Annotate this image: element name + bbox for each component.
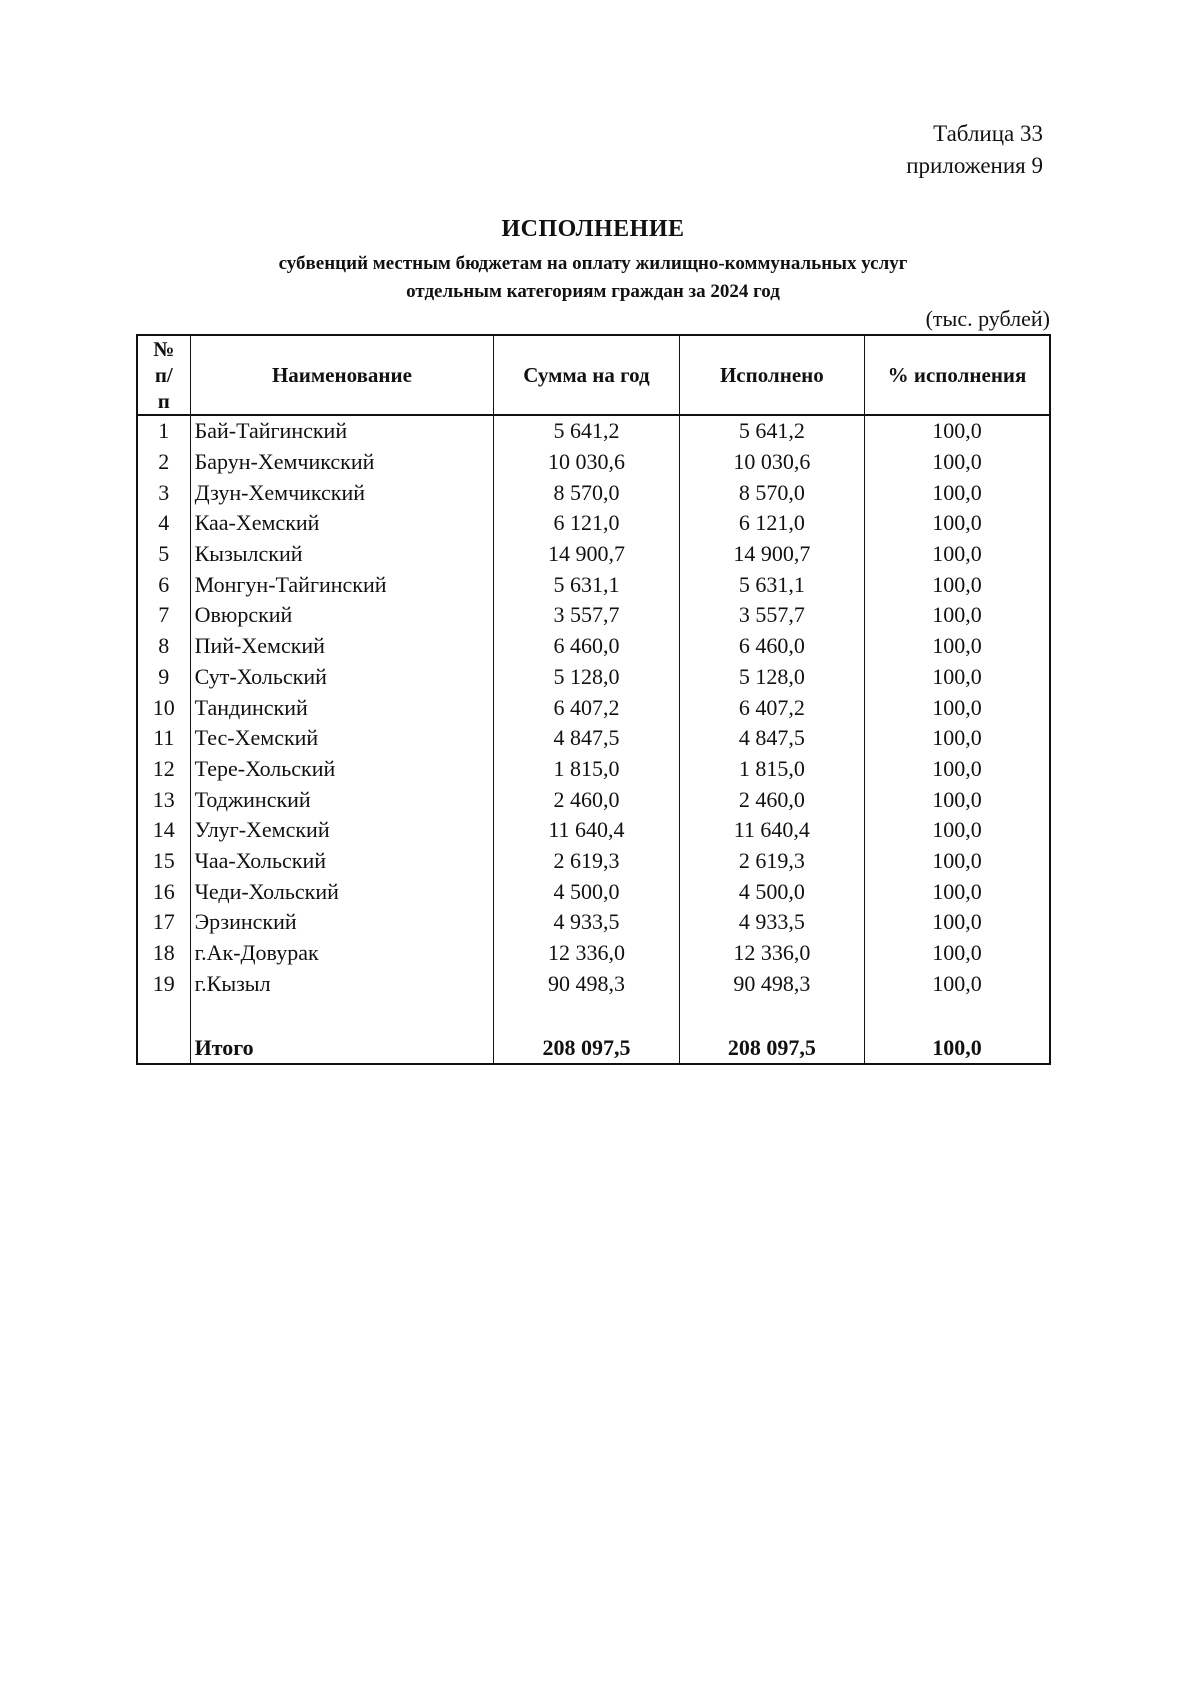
- cell-plan: 2 619,3: [494, 846, 679, 877]
- cell-name: Сут-Хольский: [190, 662, 494, 693]
- cell-pct: 100,0: [865, 968, 1050, 999]
- table-header-row: [137, 335, 1050, 415]
- cell-done: 4 847,5: [679, 723, 864, 754]
- subtitle-line-2: отдельным категориям граждан за 2024 год: [406, 281, 780, 302]
- table-row: [137, 876, 1050, 907]
- cell-pct: 100,0: [865, 415, 1050, 447]
- table-row: [137, 815, 1050, 846]
- subtitle-line-1: субвенций местным бюджетам на оплату жилищно-коммунальных услуг: [278, 253, 908, 274]
- cell-num: 9: [137, 662, 190, 693]
- cell-done: 10 030,6: [679, 447, 864, 478]
- cell-plan: 14 900,7: [494, 539, 679, 570]
- cell-name: Каа-Хемский: [190, 508, 494, 539]
- spacer-cell: [865, 999, 1050, 1033]
- header-pct: % исполнения: [865, 335, 1050, 415]
- total-row: [137, 1033, 1050, 1064]
- cell-num: 16: [137, 876, 190, 907]
- table-row: [137, 907, 1050, 938]
- cell-name: Тес-Хемский: [190, 723, 494, 754]
- table-body: [137, 415, 1050, 1064]
- cell-pct: 100,0: [865, 508, 1050, 539]
- cell-pct: 100,0: [865, 723, 1050, 754]
- cell-num: 13: [137, 784, 190, 815]
- cell-done: 2 460,0: [679, 784, 864, 815]
- cell-name: Овюрский: [190, 600, 494, 631]
- cell-num: 17: [137, 907, 190, 938]
- cell-pct: 100,0: [865, 907, 1050, 938]
- cell-plan: 3 557,7: [494, 600, 679, 631]
- spacer-cell: [137, 999, 190, 1033]
- cell-name: Бай-Тайгинский: [190, 415, 494, 447]
- cell-plan: 2 460,0: [494, 784, 679, 815]
- spacer-cell: [190, 999, 494, 1033]
- table-row: [137, 754, 1050, 785]
- cell-num: 6: [137, 569, 190, 600]
- cell-pct: 100,0: [865, 784, 1050, 815]
- cell-num: 12: [137, 754, 190, 785]
- table-row: [137, 846, 1050, 877]
- cell-num: 18: [137, 938, 190, 969]
- cell-pct: 100,0: [865, 754, 1050, 785]
- table-number: Таблица 33: [933, 121, 1043, 146]
- cell-done: 5 641,2: [679, 415, 864, 447]
- cell-done: 14 900,7: [679, 539, 864, 570]
- cell-name: Тандинский: [190, 692, 494, 723]
- cell-plan: 6 460,0: [494, 631, 679, 662]
- cell-num: 3: [137, 477, 190, 508]
- table-row: [137, 600, 1050, 631]
- cell-pct: 100,0: [865, 815, 1050, 846]
- cell-num: 5: [137, 539, 190, 570]
- document-title: ИСПОЛНЕНИЕ: [501, 216, 685, 242]
- spacer-row: [137, 999, 1050, 1033]
- cell-plan: 6 407,2: [494, 692, 679, 723]
- cell-plan: 5 128,0: [494, 662, 679, 693]
- cell-num: 8: [137, 631, 190, 662]
- table-reference: [906, 118, 1043, 182]
- total-pct: 100,0: [865, 1033, 1050, 1064]
- cell-plan: 11 640,4: [494, 815, 679, 846]
- table-row: [137, 508, 1050, 539]
- cell-plan: 4 933,5: [494, 907, 679, 938]
- cell-done: 6 460,0: [679, 631, 864, 662]
- cell-num: 7: [137, 600, 190, 631]
- cell-done: 6 407,2: [679, 692, 864, 723]
- execution-table: [136, 334, 1051, 1065]
- spacer-cell: [494, 999, 679, 1033]
- cell-pct: 100,0: [865, 569, 1050, 600]
- cell-name: Чаа-Хольский: [190, 846, 494, 877]
- header-num: [137, 335, 190, 415]
- cell-pct: 100,0: [865, 846, 1050, 877]
- cell-num: 15: [137, 846, 190, 877]
- cell-done: 11 640,4: [679, 815, 864, 846]
- cell-done: 6 121,0: [679, 508, 864, 539]
- cell-pct: 100,0: [865, 477, 1050, 508]
- cell-plan: 4 500,0: [494, 876, 679, 907]
- cell-done: 3 557,7: [679, 600, 864, 631]
- cell-pct: 100,0: [865, 938, 1050, 969]
- cell-name: Кызылский: [190, 539, 494, 570]
- total-plan: 208 097,5: [494, 1033, 679, 1064]
- table-row: [137, 723, 1050, 754]
- table-row: [137, 539, 1050, 570]
- cell-plan: 1 815,0: [494, 754, 679, 785]
- cell-name: г.Ак-Довурак: [190, 938, 494, 969]
- table-row: [137, 477, 1050, 508]
- header-name: Наименование: [190, 335, 494, 415]
- cell-name: Пий-Хемский: [190, 631, 494, 662]
- cell-plan: 5 631,1: [494, 569, 679, 600]
- cell-name: Чеди-Хольский: [190, 876, 494, 907]
- cell-done: 1 815,0: [679, 754, 864, 785]
- cell-name: Эрзинский: [190, 907, 494, 938]
- cell-pct: 100,0: [865, 447, 1050, 478]
- cell-plan: 8 570,0: [494, 477, 679, 508]
- cell-done: 2 619,3: [679, 846, 864, 877]
- table-row: [137, 447, 1050, 478]
- table-row: [137, 968, 1050, 999]
- cell-num: 19: [137, 968, 190, 999]
- units-label: (тыс. рублей): [925, 306, 1050, 331]
- cell-pct: 100,0: [865, 600, 1050, 631]
- cell-done: 5 631,1: [679, 569, 864, 600]
- header-plan: Сумма на год: [494, 335, 679, 415]
- cell-pct: 100,0: [865, 631, 1050, 662]
- cell-done: 8 570,0: [679, 477, 864, 508]
- table-row: [137, 784, 1050, 815]
- cell-num: 10: [137, 692, 190, 723]
- table-row: [137, 692, 1050, 723]
- cell-name: Тоджинский: [190, 784, 494, 815]
- cell-name: Улуг-Хемский: [190, 815, 494, 846]
- cell-num: 11: [137, 723, 190, 754]
- cell-num: 4: [137, 508, 190, 539]
- cell-plan: 4 847,5: [494, 723, 679, 754]
- table-row: [137, 631, 1050, 662]
- total-name: Итого: [190, 1033, 494, 1064]
- table-row: [137, 569, 1050, 600]
- cell-name: Барун-Хемчикский: [190, 447, 494, 478]
- appendix-number: приложения 9: [906, 153, 1043, 178]
- cell-done: 4 500,0: [679, 876, 864, 907]
- document-subtitle: [136, 250, 1050, 306]
- header-num-label: № п/п: [153, 337, 175, 413]
- cell-name: Монгун-Тайгинский: [190, 569, 494, 600]
- total-num: [137, 1033, 190, 1064]
- cell-done: 90 498,3: [679, 968, 864, 999]
- cell-done: 12 336,0: [679, 938, 864, 969]
- table-row: [137, 938, 1050, 969]
- cell-done: 4 933,5: [679, 907, 864, 938]
- cell-pct: 100,0: [865, 876, 1050, 907]
- cell-num: 2: [137, 447, 190, 478]
- cell-done: 5 128,0: [679, 662, 864, 693]
- cell-plan: 12 336,0: [494, 938, 679, 969]
- cell-name: г.Кызыл: [190, 968, 494, 999]
- cell-num: 14: [137, 815, 190, 846]
- table-row: [137, 662, 1050, 693]
- spacer-cell: [679, 999, 864, 1033]
- cell-plan: 90 498,3: [494, 968, 679, 999]
- cell-pct: 100,0: [865, 662, 1050, 693]
- cell-pct: 100,0: [865, 539, 1050, 570]
- total-done: 208 097,5: [679, 1033, 864, 1064]
- cell-pct: 100,0: [865, 692, 1050, 723]
- table-row: [137, 415, 1050, 447]
- header-done: Исполнено: [679, 335, 864, 415]
- cell-plan: 5 641,2: [494, 415, 679, 447]
- cell-num: 1: [137, 415, 190, 447]
- cell-name: Тере-Хольский: [190, 754, 494, 785]
- cell-plan: 10 030,6: [494, 447, 679, 478]
- cell-name: Дзун-Хемчикский: [190, 477, 494, 508]
- cell-plan: 6 121,0: [494, 508, 679, 539]
